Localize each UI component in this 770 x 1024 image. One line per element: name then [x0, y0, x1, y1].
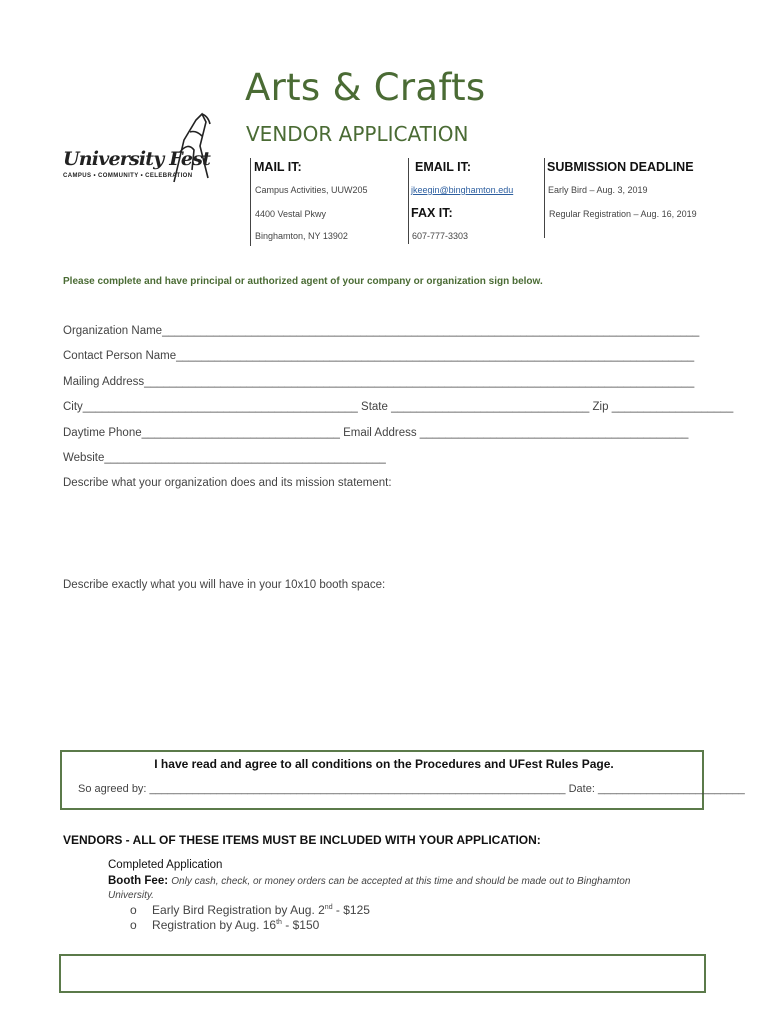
bottom-box	[59, 954, 706, 993]
regular-deadline: Regular Registration – Aug. 16, 2019	[549, 209, 697, 219]
contact-person-field[interactable]: Contact Person Name_________________________________________________________________________________	[63, 350, 695, 362]
bullet-marker: o	[130, 918, 137, 932]
booth-fee-note: Only cash, check, or money orders can be accepted at this time and should be made out to Binghamton	[171, 876, 631, 887]
deadline-heading: SUBMISSION DEADLINE	[547, 160, 694, 174]
page-title: Arts & Crafts	[245, 66, 486, 109]
requirement-application: Completed Application	[108, 859, 223, 871]
instruction-text: Please complete and have principal or authorized agent of your company or organization sign below.	[63, 276, 543, 287]
mail-line-2: 4400 Vestal Pkwy	[255, 209, 327, 219]
agreement-text: I have read and agree to all conditions on the Procedures and UFest Rules Page.	[154, 757, 614, 771]
describe-booth-prompt: Describe exactly what you will have in your 10x10 booth space:	[63, 579, 386, 591]
booth-fee-note-cont: University.	[108, 890, 154, 901]
column-divider	[408, 158, 409, 244]
fee-regular: o Registration by Aug. 16th - $150	[130, 918, 320, 932]
early-bird-deadline: Early Bird – Aug. 3, 2019	[548, 185, 648, 195]
website-field[interactable]: Website____________________________________________	[63, 452, 386, 464]
bullet-marker: o	[130, 903, 137, 917]
organization-name-field[interactable]: Organization Name____________________________________________________________________________________	[63, 325, 700, 337]
mail-line-3: Binghamton, NY 13902	[255, 231, 348, 241]
describe-org-prompt: Describe what your organization does and its mission statement:	[63, 477, 392, 489]
email-link[interactable]: jkeegin@binghamton.edu	[411, 185, 514, 195]
city-state-zip-field[interactable]: City___________________________________________ State _______________________________ Zip ___________________	[63, 401, 734, 413]
logo-wordmark: University Fest	[63, 148, 211, 170]
email-heading: EMAIL IT:	[415, 160, 472, 174]
booth-fee-label: Booth Fee:	[108, 875, 169, 887]
phone-email-field[interactable]: Daytime Phone_______________________________ Email Address __________________________________________	[63, 427, 689, 439]
mailing-address-field[interactable]: Mailing Address______________________________________________________________________________________	[63, 376, 695, 388]
fee-early-bird: o Early Bird Registration by Aug. 2nd - $125	[130, 903, 370, 917]
column-divider	[544, 158, 545, 238]
mail-heading: MAIL IT:	[254, 160, 302, 174]
requirement-booth-fee	[108, 875, 630, 887]
fax-number: 607-777-3303	[412, 231, 469, 241]
logo-tagline: CAMPUS • COMMUNITY • CELEBRATION	[63, 173, 193, 179]
signature-date-line[interactable]: So agreed by: ____________________________________________________________________ Date: ________________________	[78, 783, 745, 795]
column-divider	[250, 158, 251, 246]
mail-line-1: Campus Activities, UUW205	[255, 185, 368, 195]
page-subtitle: VENDOR APPLICATION	[246, 122, 469, 146]
fax-heading: FAX IT:	[411, 206, 453, 220]
requirements-heading: VENDORS - ALL OF THESE ITEMS MUST BE INCLUDED WITH YOUR APPLICATION:	[63, 833, 541, 847]
